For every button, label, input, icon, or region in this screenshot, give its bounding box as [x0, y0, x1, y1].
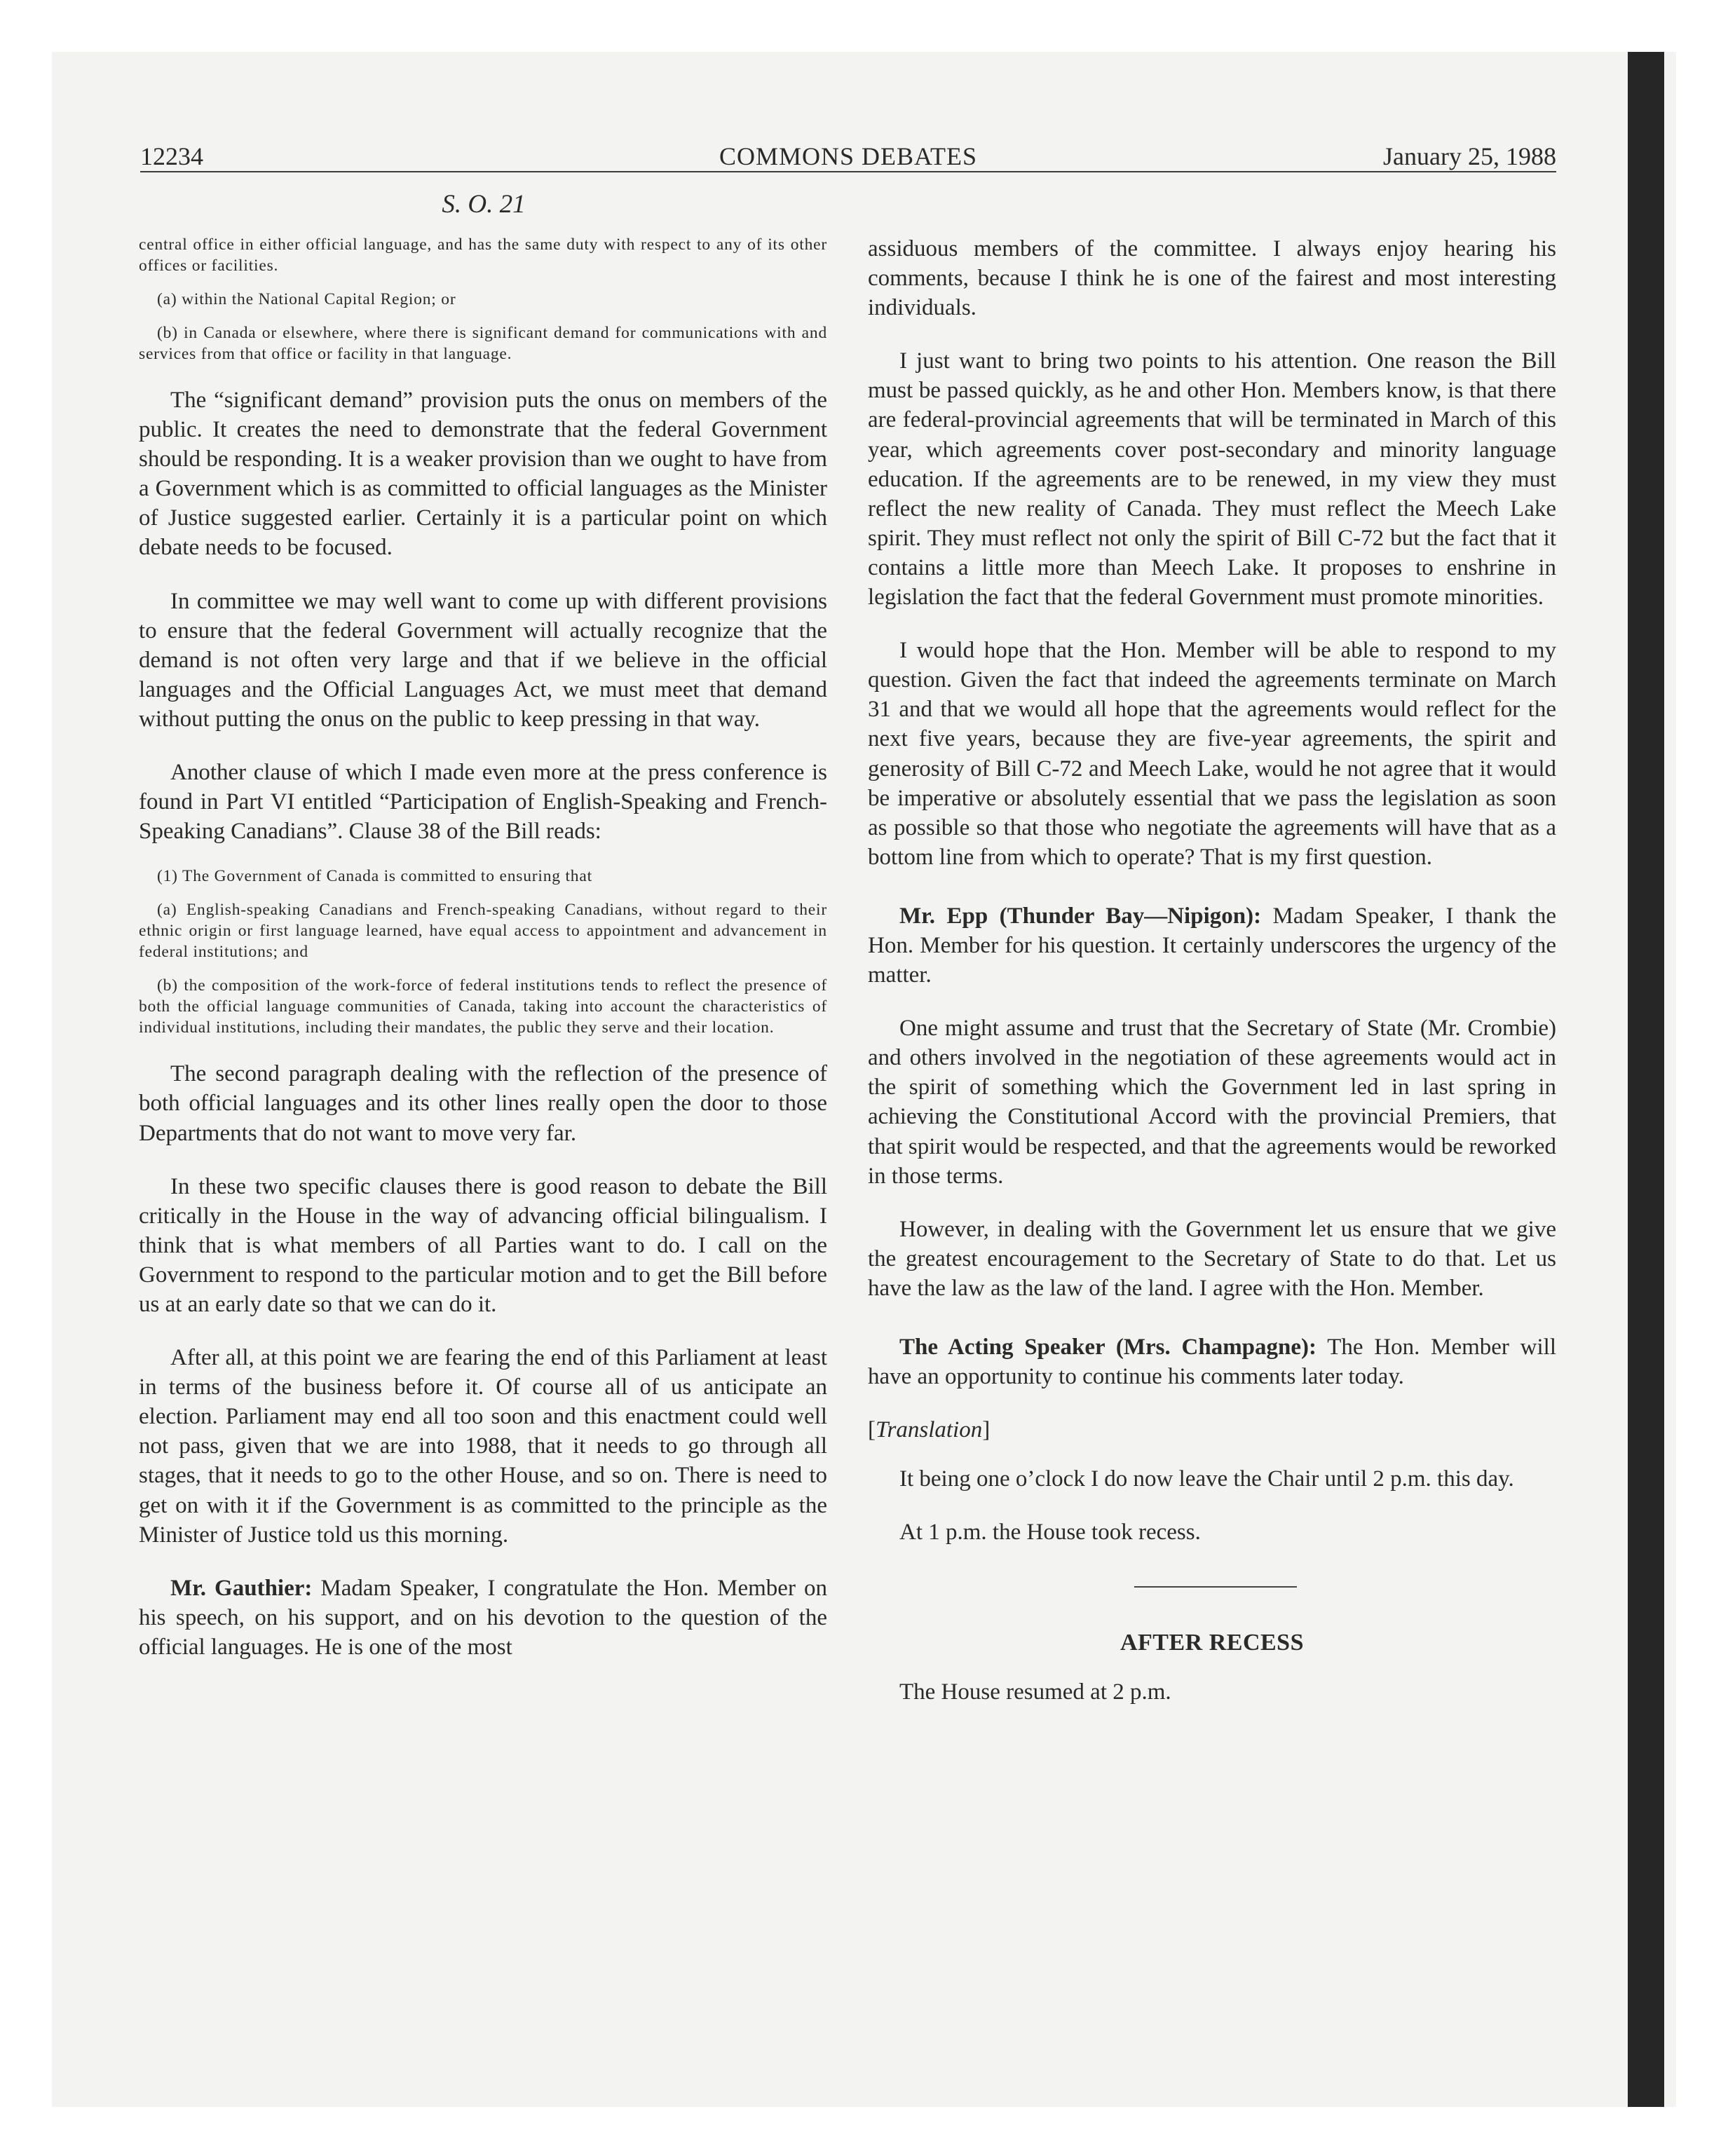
paragraph: The “significant demand” provision puts the onus on members of the public. It creates the need to demonstrate that the federal Government should be responding. It is a weaker provision than we ought to have from a Government which is as committed to official languages as the Minister of Justice suggested earlier. Certainly it is a particular point on which debate needs to be focused.	[139, 388, 827, 561]
quoted-text: (b) the composition of the work-force of federal institutions tends to reflect the presence of both the official language communities of Canada, taking into account the characteristics of individual institutions, including their mandates, the public they serve and their location.	[139, 976, 827, 1037]
speech-text: Madam Speaker, I congratulate the Hon. Member on his speech, on his support, and on his devotion to the question of the official languages. He is one of the most	[139, 1575, 827, 1660]
paragraph: The second paragraph dealing with the reflection of the presence of both official languages and its other lines really open the door to those Departments that do not want to move very far.	[139, 1061, 827, 1146]
paragraph: However, in dealing with the Government let us ensure that we give the greatest encouragement to the Secretary of State to do that. Let us have the law as the law of the land. I agree with the Hon. Member.	[868, 1216, 1556, 1301]
paragraph: I just want to bring two points to his attention. One reason the Bill must be passed quickly, as he and other Hon. Members know, is that there are federal-provincial agreements that will be terminated in March of this year, which agreements cover post-secondary and minority language education. If the agreements are to be renewed, in my view they must reflect the new reality of Canada. They must reflect the Meech Lake spirit. They must reflect not only the spirit of Bill C-72 but the fact that it contains a little more than Meech Lake. It proposes to enshrine in legislation the fact that the federal Government must promote minorities.	[868, 348, 1556, 610]
paragraph: Another clause of which I made even more at the press conference is found in Part VI entitled “Participation of English-Speaking and French-Speaking Canadians”. Clause 38 of the Bill reads:	[139, 760, 827, 845]
binding-edge	[1628, 52, 1664, 2107]
paragraph: After all, at this point we are fearing the end of this Parliament at least in terms of the business before it. Of course all of us anticipate an election. Parliament may end all too soon and this enactment could well not pass, given that we are into 1988, that it needs to go through all stages, that it needs to go to the other House, and so on. There is need to get on with it if the Government is as committed to the principle as the Minister of Justice told us this morning.	[139, 1345, 827, 1548]
quoted-text: central office in either official language, and has the same duty with respect to any of its other offices or facilities.	[139, 236, 827, 275]
bracket-open: [	[868, 1417, 876, 1443]
page-number: 12234	[140, 142, 203, 170]
translation-marker	[868, 1415, 1556, 1445]
paragraph: In committee we may well want to come up with different provisions to ensure that the federal Government will actually recognize that the demand is not often very large and that if we believe in the official languages and the Official Languages Act, we must meet that demand without putting the onus on the public to keep pressing in that way.	[139, 588, 827, 732]
speaker-paragraph	[139, 1574, 827, 1662]
paragraph: It being one o’clock I do now leave the Chair until 2 p.m. this day.	[899, 1466, 1514, 1492]
page-header	[140, 142, 1556, 171]
bracket-close: ]	[982, 1417, 991, 1443]
paragraph: The House resumed at 2 p.m.	[899, 1679, 1171, 1705]
paragraph: In these two specific clauses there is good reason to debate the Bill critically in the House in the way of advancing official bilingualism. I think that is what members of all Parties want to do. I call on the Government to respond to the particular motion and to get the Bill before us at an early date so that we can do it.	[139, 1173, 827, 1317]
paragraph: assiduous members of the committee. I always enjoy hearing his comments, because I think he is one of the fairest and most interesting individuals.	[868, 236, 1556, 321]
speaker-paragraph	[868, 1332, 1556, 1391]
quoted-text: (a) English-speaking Canadians and French-speaking Canadians, without regard to their ethnic origin or first language learned, have equal access to appointment and advancement in federal institutions; and	[139, 901, 827, 962]
speaker-name: Mr. Gauthier:	[170, 1575, 313, 1601]
section-divider	[1134, 1586, 1297, 1588]
publication-title: COMMONS DEBATES	[719, 142, 978, 170]
paragraph: I would hope that the Hon. Member will be able to respond to my question. Given the fact that indeed the agreements terminate on March 31 and that we would all hope that the agreements would reflect for the next five years, because they are five-year agreements, the spirit and generosity of Bill C-72 and Meech Lake, would he not agree that it would be imperative or absolutely essential that we pass the legislation as soon as possible so that those who negotiate the agreements will have that as a bottom line from which to operate? That is my first question.	[868, 638, 1556, 870]
speaker-name: The Acting Speaker (Mrs. Champagne):	[899, 1335, 1317, 1360]
translation-label: Translation	[876, 1417, 983, 1443]
quoted-text: (1) The Government of Canada is committed to ensuring that	[157, 867, 592, 886]
section-label: S. O. 21	[442, 190, 526, 219]
speaker-name: Mr. Epp (Thunder Bay—Nipigon):	[899, 903, 1262, 929]
speech-text: Madam Speaker, I thank the Hon. Member for his question. It certainly underscores the urgency of the matter.	[868, 903, 1556, 988]
paragraph: One might assume and trust that the Secretary of State (Mr. Crombie) and others involved in the negotiation of these agreements would act in the spirit of something which the Government led in last spring in achieving the Constitutional Accord with the provincial Premiers, that that spirit would be respected, and that the agreements would be reworked in those terms.	[868, 1016, 1556, 1189]
right-column	[868, 234, 1556, 1731]
paragraph: At 1 p.m. the House took recess.	[899, 1520, 1201, 1546]
publication-date: January 25, 1988	[1383, 142, 1556, 170]
left-column	[139, 234, 827, 1686]
quoted-text: (a) within the National Capital Region; or	[157, 290, 456, 308]
speaker-paragraph	[868, 901, 1556, 990]
speech-text: The Hon. Member will have an opportunity to continue his comments later today.	[868, 1335, 1557, 1390]
header-rule	[140, 171, 1556, 172]
quoted-text: (b) in Canada or elsewhere, where there is significant demand for communications with and services from that office or facility in that language.	[139, 324, 827, 363]
section-heading: AFTER RECESS	[1120, 1630, 1304, 1656]
